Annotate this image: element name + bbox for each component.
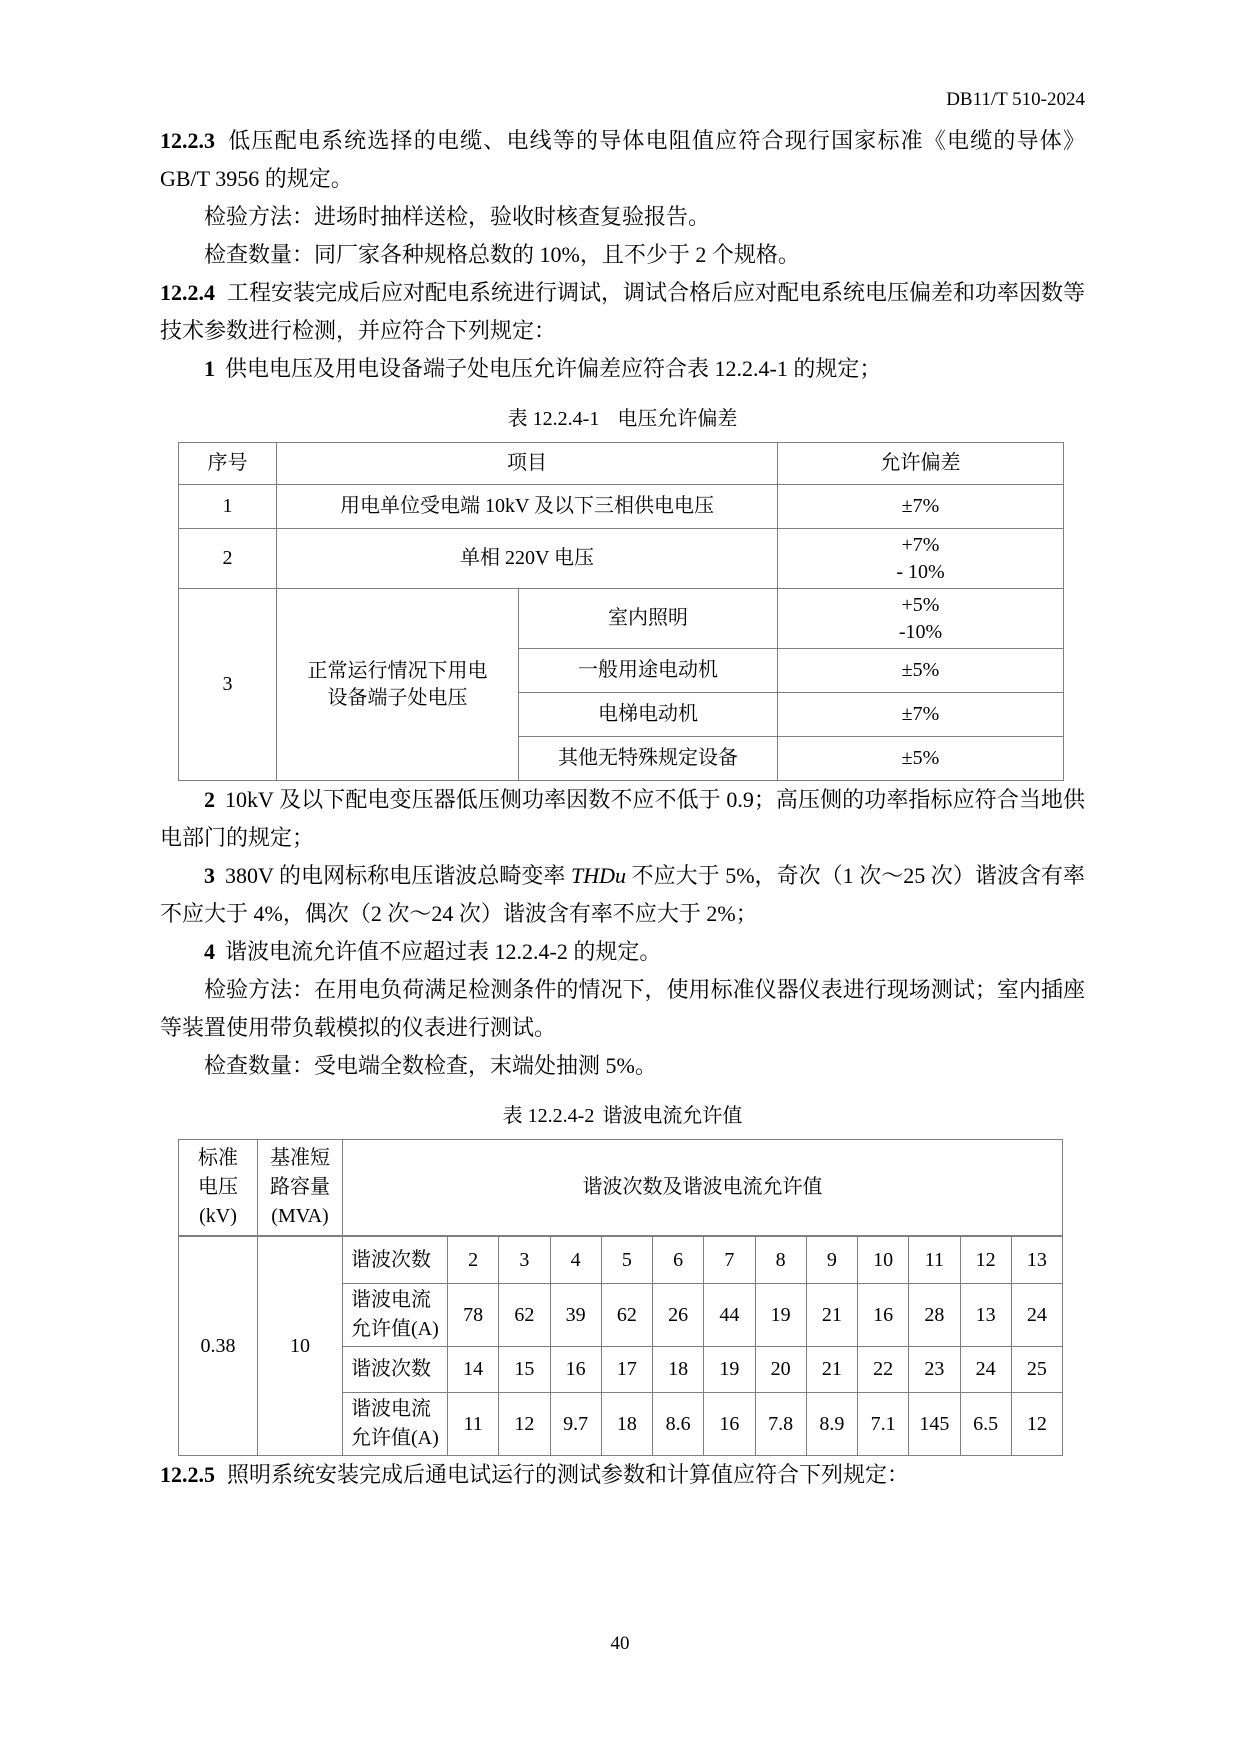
item-text: 供电电压及用电设备端子处电压允许偏差应符合表 12.2.4-1 的规定； <box>225 356 882 381</box>
section-12-2-3 <box>160 122 1085 198</box>
table-cell: 19 <box>756 1284 807 1346</box>
cell-no: 2 <box>179 529 277 589</box>
table-row <box>343 1346 1062 1392</box>
row-label-line: 允许值(A) <box>351 1318 439 1340</box>
row-label-line: 谐波电流 <box>351 1289 431 1311</box>
item-line: 设备端子处电压 <box>327 686 468 709</box>
table-row <box>343 1237 1062 1283</box>
header-cell-span: 谐波次数及谐波电流允许值 <box>582 1176 823 1198</box>
deviation-line: - 10% <box>896 560 945 583</box>
row-label-line: 谐波电流 <box>351 1398 431 1420</box>
method-line: 检验方法：进场时抽样送检，验收时核查复验报告。 <box>204 204 711 229</box>
table-cell: 21 <box>807 1347 858 1392</box>
cell-item: 单相 220V 电压 <box>277 529 778 589</box>
header-cell-deviation: 允许偏差 <box>778 443 1064 485</box>
table-row <box>179 589 1064 649</box>
cell-deviation <box>778 529 1064 589</box>
item-4 <box>160 933 1085 971</box>
table-cell: 21 <box>807 1284 858 1346</box>
method-line: 检验方法：在用电负荷满足检测条件的情况下，使用标准仪器仪表进行现场测试；室内插座等装置使用带负载模拟的仪表进行测试。 <box>160 977 1085 1040</box>
table-cell: 78 <box>448 1284 499 1346</box>
table-row <box>179 485 1064 529</box>
thdu-symbol: THDu <box>570 863 626 888</box>
table-cell: 23 <box>909 1347 960 1392</box>
table-cell: 20 <box>756 1347 807 1392</box>
table-header-row <box>179 443 1064 485</box>
row-label <box>343 1393 448 1455</box>
deviation-line: -10% <box>898 620 943 643</box>
table-cell: 7 <box>704 1237 755 1283</box>
cell-deviation: ±5% <box>778 737 1064 781</box>
cell-subitem: 室内照明 <box>519 589 778 649</box>
row-label <box>343 1284 448 1346</box>
cell-no: 3 <box>179 589 277 781</box>
item-line: 正常运行情况下用电 <box>307 659 488 682</box>
table1-caption <box>160 406 1085 432</box>
table-cell: 7.1 <box>858 1393 909 1455</box>
table-cell: 12 <box>961 1237 1012 1283</box>
section-12-2-5 <box>160 1456 1085 1494</box>
header-cell-voltage <box>179 1140 258 1235</box>
table-cell: 28 <box>909 1284 960 1346</box>
table-row <box>179 529 1064 589</box>
cell-voltage-value: 0.38 <box>179 1237 258 1455</box>
table-cell: 9 <box>807 1237 858 1283</box>
cell-deviation: ±7% <box>778 693 1064 737</box>
item-number: 4 <box>204 939 215 964</box>
table-cell: 16 <box>704 1393 755 1455</box>
section-12-2-4 <box>160 274 1085 350</box>
table-cell: 39 <box>551 1284 602 1346</box>
table-cell: 6.5 <box>961 1393 1012 1455</box>
item-1 <box>160 350 1085 388</box>
header-line: 电压 <box>198 1176 238 1198</box>
section-number: 12.2.5 <box>160 1462 215 1487</box>
cell-subitem: 电梯电动机 <box>519 693 778 737</box>
quantity-line: 检查数量：受电端全数检查，末端处抽测 5%。 <box>204 1053 657 1078</box>
table2-caption <box>160 1103 1085 1129</box>
row-label-line: 允许值(A) <box>351 1427 439 1449</box>
table-cell: 17 <box>602 1347 653 1392</box>
table-cell: 24 <box>961 1347 1012 1392</box>
table-cell: 10 <box>858 1237 909 1283</box>
page-number: 40 <box>610 1633 630 1654</box>
table-cell: 4 <box>551 1237 602 1283</box>
cell-deviation <box>778 589 1064 649</box>
table-cell: 13 <box>961 1284 1012 1346</box>
table-cell: 15 <box>499 1347 550 1392</box>
item-text: 谐波电流允许值不应超过表 12.2.4-2 的规定。 <box>225 939 662 964</box>
table-cell: 2 <box>448 1237 499 1283</box>
section-number: 12.2.4 <box>160 280 215 305</box>
table2-header-row <box>179 1140 1062 1235</box>
section-text: 低压配电系统选择的电缆、电线等的导体电阻值应符合现行国家标准《电缆的导体》GB/T 3956 的规定。 <box>160 128 1085 191</box>
cell-deviation: ±5% <box>778 649 1064 693</box>
quantity-line: 检查数量：同厂家各种规格总数的 10%，且不少于 2 个规格。 <box>204 242 800 267</box>
table2-caption-label: 表 12.2.4-2 <box>502 1105 595 1127</box>
item-3 <box>160 857 1085 933</box>
table-cell: 11 <box>909 1237 960 1283</box>
table-cell: 26 <box>653 1284 704 1346</box>
header-cell-item: 项目 <box>277 443 778 485</box>
table2-body <box>179 1235 1062 1455</box>
table-cell: 25 <box>1026 1358 1047 1380</box>
cell-subitem: 其他无特殊规定设备 <box>519 737 778 781</box>
table-cell: 62 <box>499 1284 550 1346</box>
item-number: 3 <box>204 863 215 888</box>
row-values <box>448 1393 1062 1455</box>
header-cell-capacity <box>258 1140 343 1235</box>
table-cell: 5 <box>602 1237 653 1283</box>
cell-item: 用电单位受电端 10kV 及以下三相供电电压 <box>277 485 778 529</box>
header-line: 标准 <box>198 1147 238 1169</box>
table2-rows <box>343 1237 1062 1455</box>
row-values <box>448 1237 1062 1283</box>
deviation-line: +5% <box>901 593 940 616</box>
table-cell: 18 <box>602 1393 653 1455</box>
header-line: 基准短 <box>270 1147 330 1169</box>
row-label <box>343 1237 448 1283</box>
table1-caption-label: 表 12.2.4-1 <box>507 408 600 430</box>
table-row <box>343 1283 1062 1346</box>
item-2 <box>160 781 1085 857</box>
table2-caption-title: 谐波电流允许值 <box>602 1105 743 1127</box>
header-line: (MVA) <box>271 1205 329 1227</box>
cell-subitem: 一般用途电动机 <box>519 649 778 693</box>
section-text: 照明系统安装完成后通电试运行的测试参数和计算值应符合下列规定： <box>227 1462 910 1487</box>
row-label-line: 谐波次数 <box>351 1248 431 1271</box>
table-cell: 22 <box>858 1347 909 1392</box>
table-cell: 18 <box>653 1347 704 1392</box>
table-cell: 24 <box>1026 1303 1047 1326</box>
table-cell: 8 <box>756 1237 807 1283</box>
table-cell: 9.7 <box>551 1393 602 1455</box>
cell-item <box>277 589 519 781</box>
voltage-deviation-table <box>178 442 1064 781</box>
item-text: 10kV 及以下配电变压器低压侧功率因数不应不低于 0.9；高压侧的功率指标应符合当地供电部门的规定； <box>160 787 1085 850</box>
item-text-after: 不应大于 5%，奇次（1 次～25 次）谐波含有率不应大于 4%，偶次（2 次～24 次）谐波含有率不应大于 2%； <box>160 863 1086 926</box>
table-cell: 14 <box>448 1347 499 1392</box>
item-number: 2 <box>204 787 215 812</box>
table1-caption-title: 电压允许偏差 <box>617 408 738 430</box>
table-cell: 7.8 <box>756 1393 807 1455</box>
table-row <box>343 1392 1062 1455</box>
row-label <box>343 1347 448 1392</box>
table-cell: 62 <box>602 1284 653 1346</box>
cell-deviation: ±7% <box>778 485 1064 529</box>
table-cell: 19 <box>704 1347 755 1392</box>
item-text-before: 380V 的电网标称电压谐波总畸变率 <box>225 863 571 888</box>
row-values <box>448 1284 1062 1346</box>
header-line: 路容量 <box>270 1176 330 1198</box>
row-label-line: 谐波次数 <box>351 1358 431 1380</box>
table-cell: 16 <box>551 1347 602 1392</box>
deviation-line: +7% <box>901 533 940 556</box>
row-values <box>448 1347 1062 1392</box>
table-cell: 13 <box>1026 1248 1047 1271</box>
table-cell: 11 <box>448 1393 499 1455</box>
table-cell: 12 <box>499 1393 550 1455</box>
header-cell-no: 序号 <box>179 443 277 485</box>
harmonic-current-table <box>178 1139 1063 1456</box>
header-line: (kV) <box>199 1205 237 1227</box>
cell-no: 1 <box>179 485 277 529</box>
table-cell: 6 <box>653 1237 704 1283</box>
item-number: 1 <box>204 356 215 381</box>
doc-code: DB11/T 510-2024 <box>946 89 1085 110</box>
cell-capacity-value: 10 <box>258 1237 343 1455</box>
table-cell: 16 <box>858 1284 909 1346</box>
table-cell: 8.9 <box>807 1393 858 1455</box>
section-number: 12.2.3 <box>160 128 215 153</box>
table-cell: 145 <box>909 1393 960 1455</box>
table-cell: 3 <box>499 1237 550 1283</box>
table-cell: 8.6 <box>653 1393 704 1455</box>
section-text: 工程安装完成后应对配电系统进行调试，调试合格后应对配电系统电压偏差和功率因数等技术参数进行检测，并应符合下列规定： <box>160 280 1086 343</box>
table-cell: 44 <box>704 1284 755 1346</box>
table-cell: 12 <box>1026 1412 1047 1435</box>
